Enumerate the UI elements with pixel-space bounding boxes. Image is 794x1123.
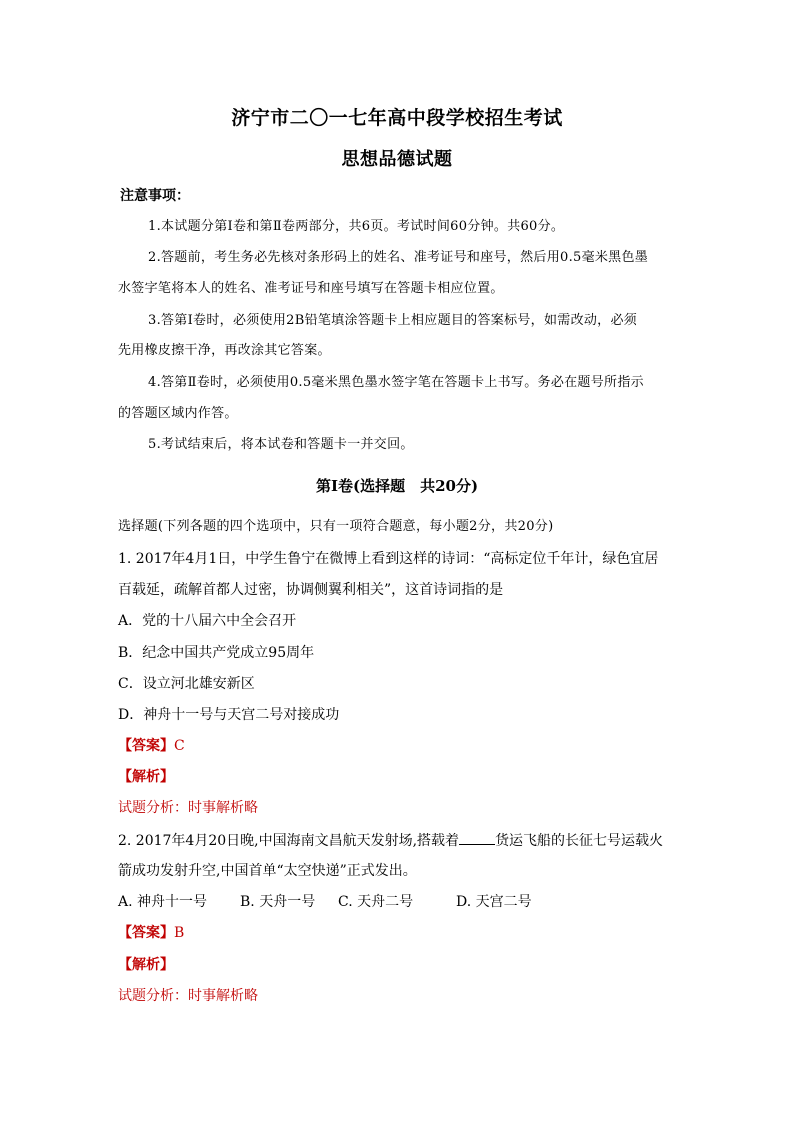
section-title: 第Ⅰ卷(选择题 共20分) — [315, 477, 479, 495]
answer-label: 【答案】 — [118, 925, 174, 941]
answer-value: B — [174, 925, 185, 941]
q2-stem-part-1: 2. 2017年4月20日晚,中国海南文昌航天发射场,搭载着 — [118, 833, 460, 849]
q1-stem-line-1: 1. 2017年4月1日，中学生鲁宁在微博上看到这样的诗词：“高标定位千年计，绿色宜居 — [118, 551, 659, 567]
answer-label: 【答案】 — [118, 738, 174, 754]
notice-heading: 注意事项： — [120, 188, 190, 204]
section-instructions: 选择题(下列各题的四个选项中，只有一项符合题意，每小题2分，共20分) — [118, 519, 554, 534]
notice-line-2: 2.答题前，考生务必先核对条形码上的姓名、准考证号和座号，然后用0.5毫米黑色墨 — [148, 250, 649, 265]
q1-option-d: D．神舟十一号与天宫二号对接成功 — [118, 707, 340, 723]
notice-line-8: 5.考试结束后，将本试卷和答题卡一并交回。 — [148, 437, 414, 452]
notice-line-4: 3.答第Ⅰ卷时，必须使用2B铅笔填涂答题卡上相应题目的答案标号，如需改动，必须 — [148, 313, 638, 328]
notice-line-5: 先用橡皮擦干净，再改涂其它答案。 — [118, 343, 331, 358]
q2-option-d: D. 天宫二号 — [456, 894, 532, 910]
q2-answer — [118, 923, 184, 943]
q1-option-c: C．设立河北雄安新区 — [118, 676, 255, 692]
notice-line-3: 水签字笔将本人的姓名、准考证号和座号填写在答题卡相应位置。 — [118, 281, 504, 296]
q2-analysis-text: 试题分析：时事解析略 — [118, 988, 258, 1004]
q1-option-a: A．党的十八届六中全会召开 — [118, 613, 297, 629]
q1-answer — [118, 736, 185, 756]
analysis-label: 【解析】 — [118, 769, 174, 785]
q1-stem-line-2: 百载延，疏解首都人过密，协调侧翼利相关”，这首诗词指的是 — [118, 582, 504, 598]
q1-analysis-label — [118, 767, 174, 787]
q2-stem-line-2: 箭成功发射升空,中国首单“太空快递”正式发出。 — [118, 863, 417, 879]
answer-blank — [459, 830, 495, 845]
q2-stem-line-1 — [118, 830, 663, 851]
q2-stem-part-2: 货运飞船的长征七号运载火 — [495, 833, 664, 849]
exam-title: 济宁市二〇一七年高中段学校招生考试 — [231, 107, 563, 129]
q1-analysis-text: 试题分析：时事解析略 — [118, 800, 258, 816]
q2-option-a: A. 神舟十一号 — [118, 894, 208, 910]
notice-line-1: 1.本试题分第Ⅰ卷和第Ⅱ卷两部分，共6页。考试时间60分钟。共60分。 — [148, 219, 565, 234]
q2-option-c: C. 天舟二号 — [338, 894, 414, 910]
exam-subtitle: 思想品德试题 — [341, 149, 453, 170]
notice-line-6: 4.答第Ⅱ卷时，必须使用0.5毫米黑色墨水签字笔在答题卡上书写。务必在题号所指示 — [148, 375, 644, 390]
analysis-label: 【解析】 — [118, 957, 174, 973]
answer-value: C — [174, 738, 185, 754]
q2-option-b: B. 天舟一号 — [240, 894, 316, 910]
q1-option-b: B．纪念中国共产党成立95周年 — [118, 645, 315, 661]
q2-options — [118, 892, 532, 912]
notice-line-7: 的答题区域内作答。 — [118, 406, 238, 421]
q2-analysis-label — [118, 955, 174, 975]
